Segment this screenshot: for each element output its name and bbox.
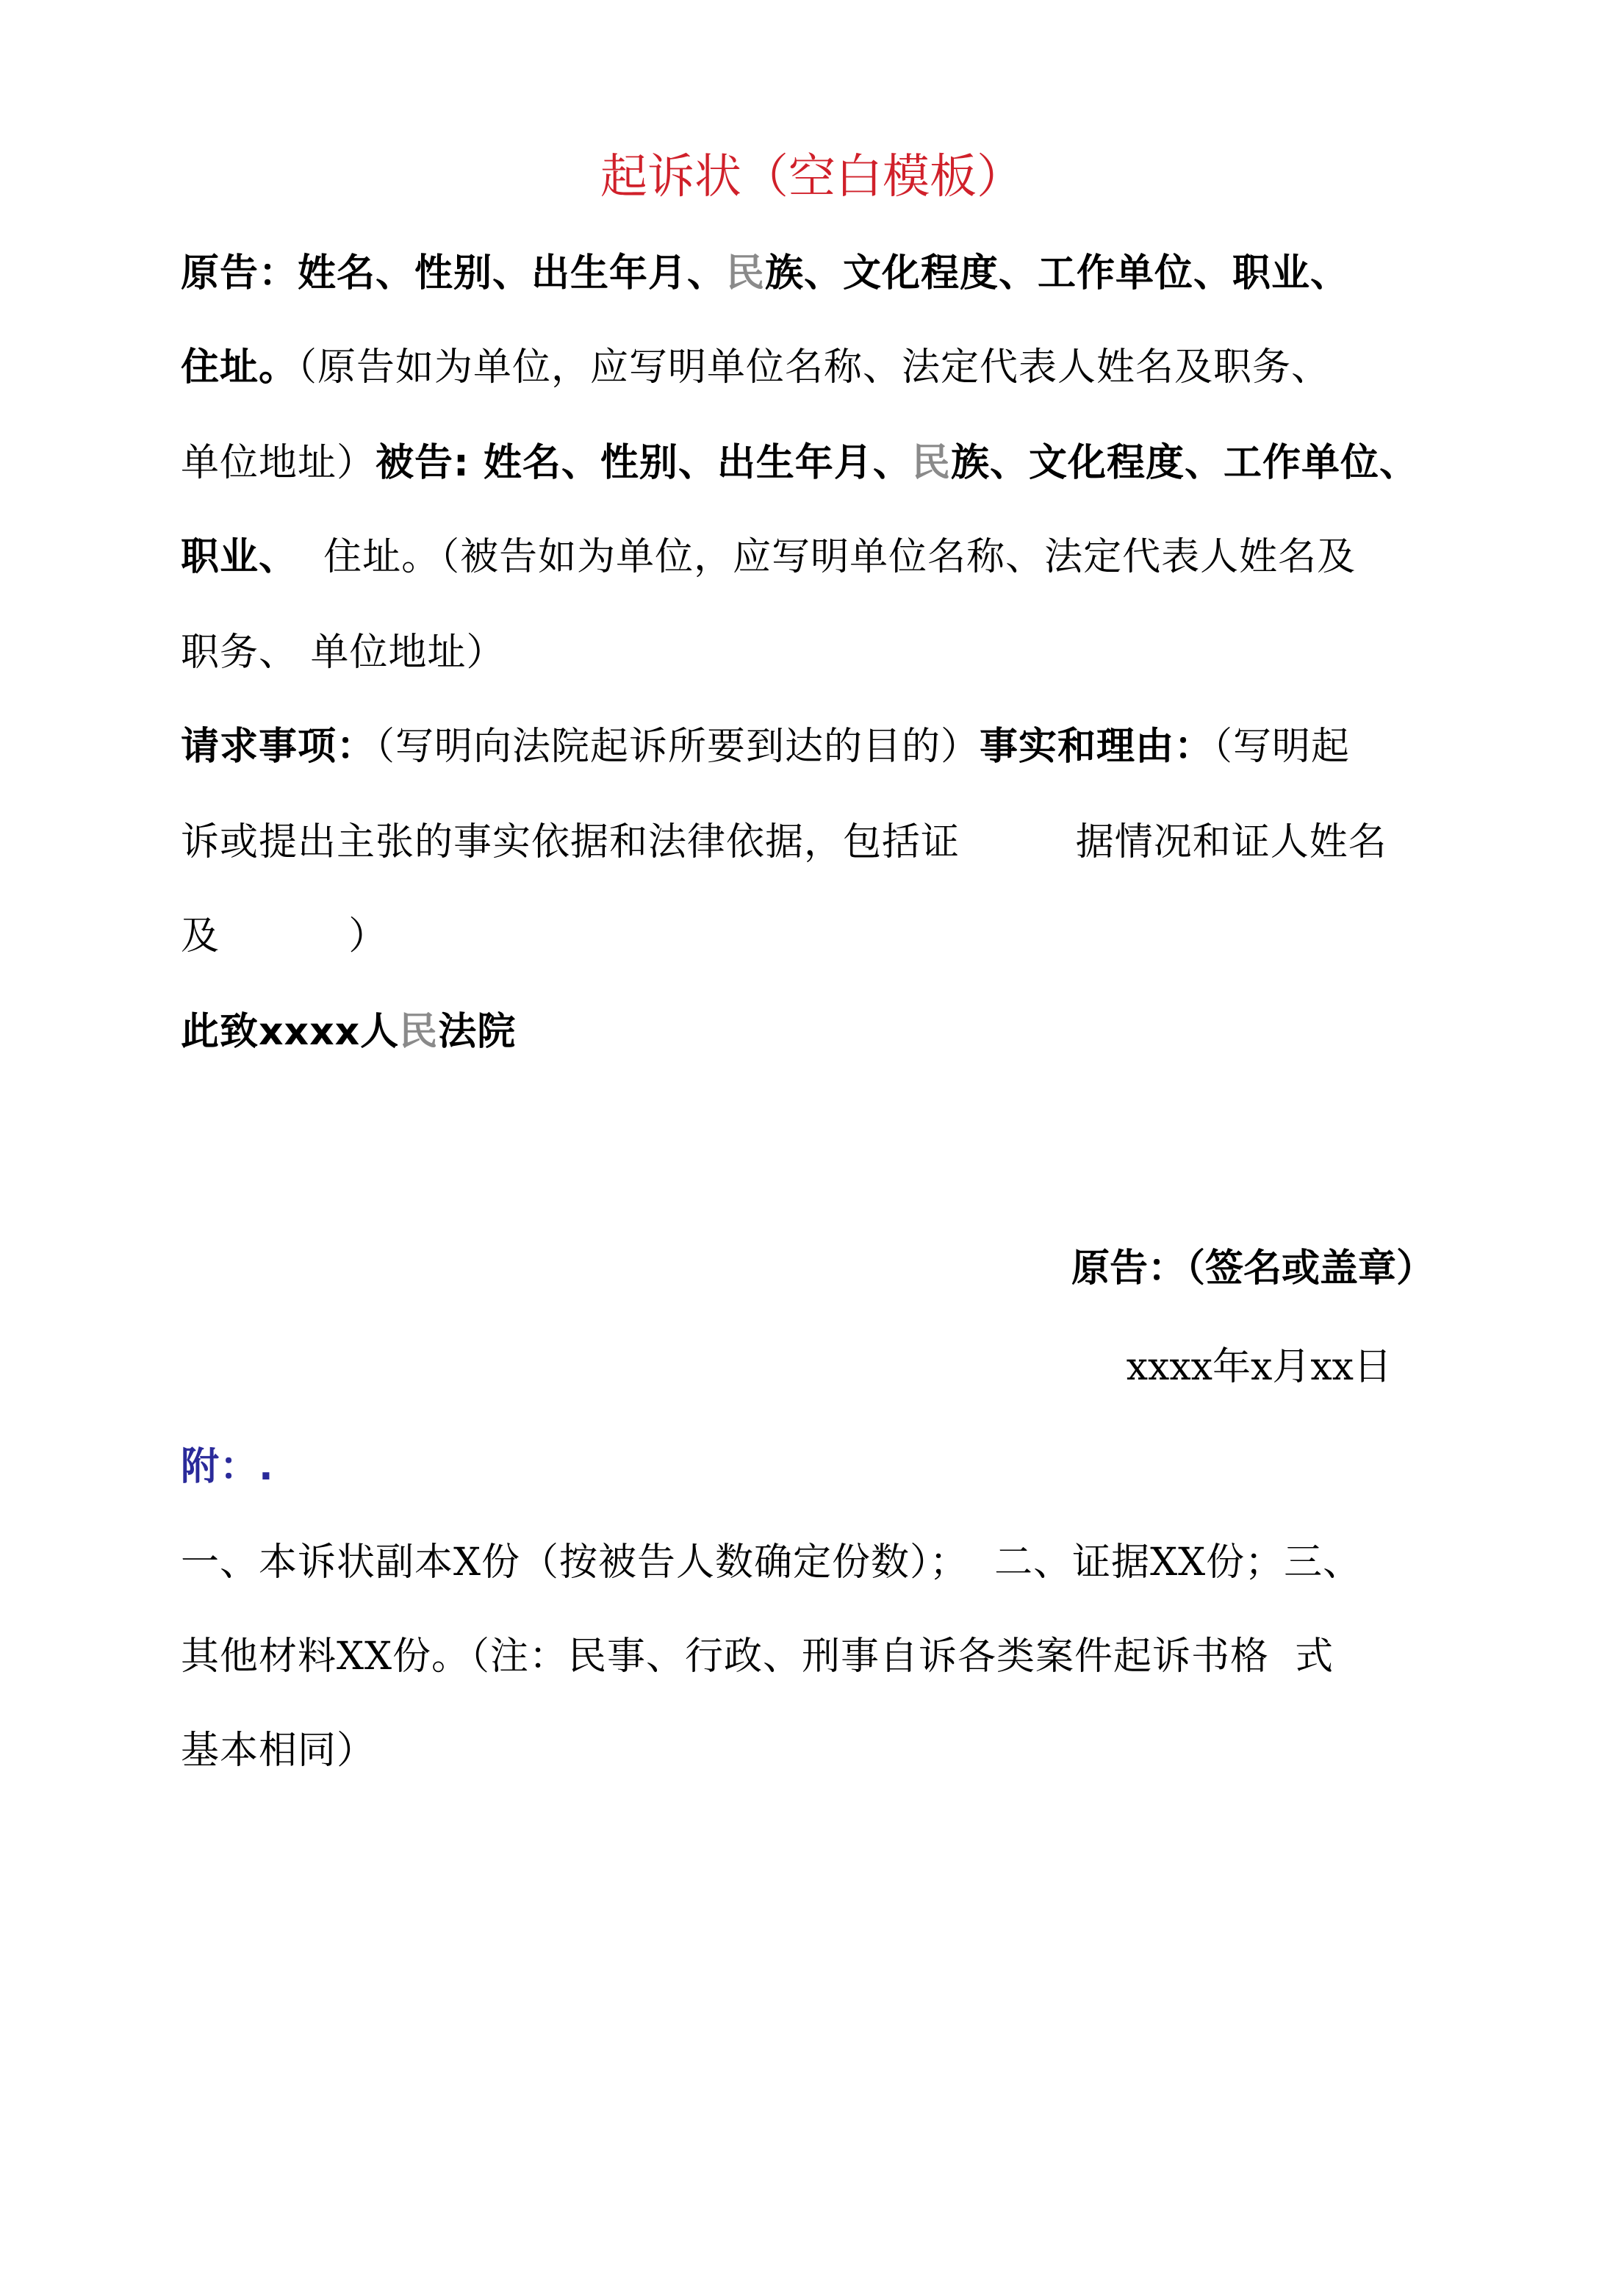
attachments-2: 其他材料XX份。（注：民事、行政、刑事自诉各类案件起诉书格 式 [181, 1635, 1334, 1679]
plaintiff-line-1 [181, 244, 1452, 303]
date-line: xxxx年x月xx日 [1126, 1345, 1392, 1389]
defendant-line-3 [181, 623, 1452, 682]
attachments-1: 一、本诉状副本X份（按被告人数确定份数）； 二、证据XX份；三、 [181, 1540, 1362, 1585]
plaintiff-note-1: （原告如为单位，应写明单位名称、法定代表人姓名及职务、 [298, 345, 1331, 390]
to-court-b: 法院 [438, 1010, 517, 1054]
min-char: 民 [726, 251, 766, 295]
facts-note-2: 诉或提出主张的事实依据和法律依据，包括证 据情况和证人姓名 [181, 820, 1387, 864]
plaintiff-fields-b: 族、文化程度、工作单位、职业、 [765, 251, 1350, 295]
plaintiff-label: 原告： [181, 251, 298, 295]
facts-note-3: 及 ） [181, 914, 388, 958]
plaintiff-line-2 [181, 338, 1452, 397]
defendant-note-2: 职务、 单位地址） [181, 631, 506, 675]
plaintiff-fields-a: 姓名、性别、出生年月、 [298, 251, 727, 295]
attachments-3: 基本相同） [181, 1729, 376, 1773]
plaintiff-address: 住址。 [181, 345, 298, 390]
min-char-2: 民 [911, 441, 951, 485]
min-char-3: 民 [399, 1010, 439, 1054]
defendant-label: 被告: [376, 441, 470, 485]
claims-line [181, 717, 1452, 776]
defendant-note-1: 住址。（被告如为单位，应写明单位名称、法定代表人姓名及 [298, 535, 1357, 579]
plaintiff-note-2: 单位地址） [181, 441, 376, 485]
facts-line-3 [181, 907, 1452, 966]
claims-note: （写明向法院起诉所要到达的目的） [376, 725, 980, 769]
attachments-line-2 [181, 1627, 1452, 1686]
defendant-occupation: 职业、 [181, 535, 298, 579]
document-title: 起诉状（空白模板） [600, 150, 1024, 204]
attachments-line-3 [181, 1721, 1452, 1780]
facts-label: 事实和理由： [980, 725, 1214, 769]
defendant-line-2 [181, 528, 1452, 586]
to-court-line [181, 1002, 1452, 1061]
facts-line-2 [181, 813, 1452, 872]
attachments-line-1 [181, 1533, 1452, 1592]
attachment-label: 附：. [181, 1445, 274, 1489]
claims-label: 请求事项： [181, 725, 376, 769]
defendant-fields-b: 族、文化程度、工作单位、 [950, 441, 1418, 485]
signature-line: 原告：（签名或盖章） [1071, 1246, 1434, 1291]
defendant-fields-a: 姓名、性别、出生年月、 [469, 441, 912, 485]
defendant-line-1 [181, 434, 1452, 492]
to-court-a: 此致xxxx人 [181, 1010, 400, 1054]
facts-note-1: （写明起 [1213, 725, 1351, 769]
